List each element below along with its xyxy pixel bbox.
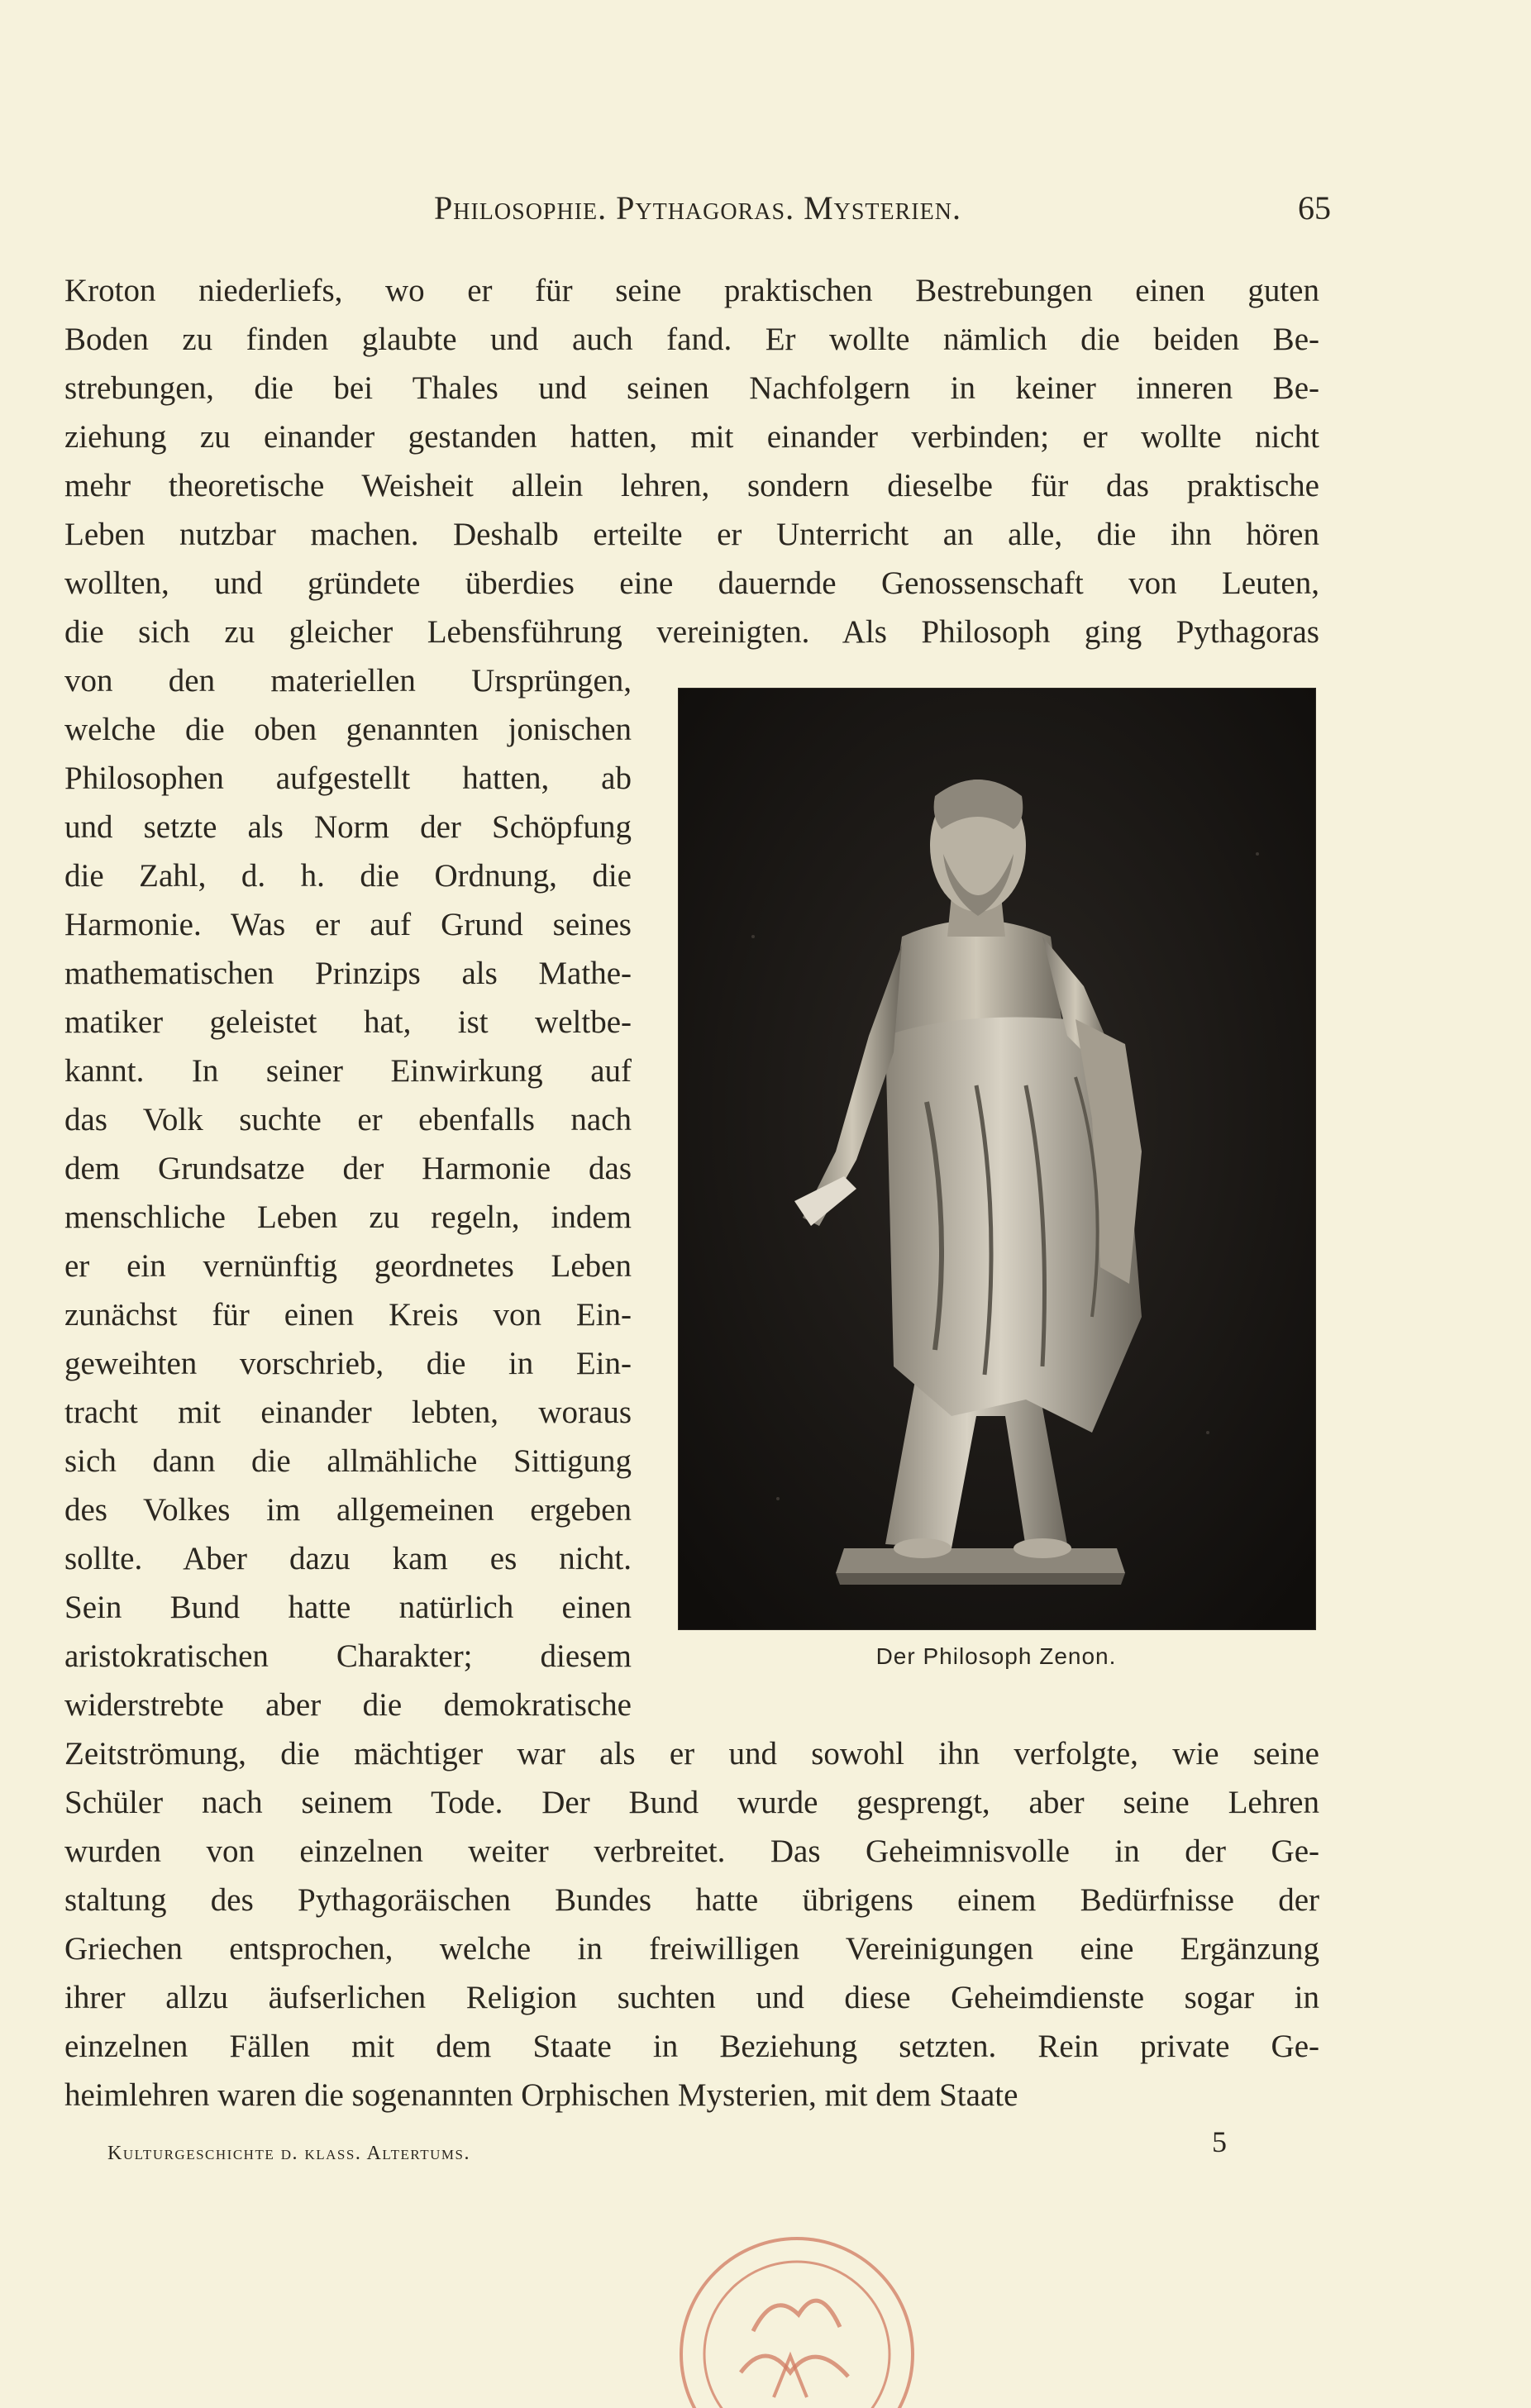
text-line: Boden zu finden glaubte und auch fand. Er wollte nämlich die beiden Be- <box>64 322 1319 357</box>
text-line: heimlehren waren die sogenannten Orphischen Mysterien, mit dem Staate <box>64 2077 1018 2113</box>
text-line: aristokratischen Charakter; diesem <box>64 1638 632 1674</box>
text-line: matiker geleistet hat, ist weltbe- <box>64 1004 632 1040</box>
text-line: geweihten vorschrieb, die in Ein- <box>64 1346 632 1381</box>
text-line: Zeitströmung, die mächtiger war als er und sowohl ihn verfolgte, wie seine <box>64 1736 1319 1771</box>
text-line: strebungen, die bei Thales und seinen Nachfolgern in keiner inneren Be- <box>64 370 1319 406</box>
statue-photograph <box>678 688 1316 1630</box>
library-stamp-icon <box>675 2232 919 2408</box>
text-line: die sich zu gleicher Lebensführung vereinigten. Als Philosoph ging Pythagoras <box>64 614 1319 650</box>
text-line: einzelnen Fällen mit dem Staate in Beziehung setzten. Rein private Ge- <box>64 2029 1319 2064</box>
text-line: des Volkes im allgemeinen ergeben <box>64 1492 632 1528</box>
text-line: die Zahl, d. h. die Ordnung, die <box>64 858 632 894</box>
text-line: welche die oben genannten jonischen <box>64 712 632 747</box>
text-line: tracht mit einander lebten, woraus <box>64 1395 632 1430</box>
text-line: Kroton niederliefs, wo er für seine praktischen Bestrebungen einen guten <box>64 273 1319 308</box>
text-line: Harmonie. Was er auf Grund seines <box>64 907 632 942</box>
text-line: das Volk suchte er ebenfalls nach <box>64 1102 632 1137</box>
text-line: mathematischen Prinzips als Mathe- <box>64 956 632 991</box>
text-line: widerstrebte aber die demokratische <box>64 1687 632 1723</box>
text-line: staltung des Pythagoräischen Bundes hatte übrigens einem Bedürfnisse der <box>64 1882 1319 1918</box>
text-line: er ein vernünftig geordnetes Leben <box>64 1248 632 1284</box>
text-line: kannt. In seiner Einwirkung auf <box>64 1053 632 1089</box>
text-line: mehr theoretische Weisheit allein lehren, sondern dieselbe für das praktische <box>64 468 1319 503</box>
statue-image <box>679 689 1315 1629</box>
text-line: zunächst für einen Kreis von Ein- <box>64 1297 632 1333</box>
page-number: 65 <box>1298 189 1331 226</box>
text-line: ziehung zu einander gestanden hatten, mit einander verbinden; er wollte nicht <box>64 419 1319 455</box>
text-line: wollten, und gründete überdies eine dauernde Genossenschaft von Leuten, <box>64 565 1319 601</box>
text-line: von den materiellen Ursprüngen, <box>64 663 632 699</box>
text-line: und setzte als Norm der Schöpfung <box>64 809 632 845</box>
text-line: Sein Bund hatte natürlich einen <box>64 1590 632 1625</box>
signature-mark: 5 <box>1212 2125 1227 2158</box>
text-line: wurden von einzelnen weiter verbreitet. Das Geheimnisvolle in der Ge- <box>64 1833 1319 1869</box>
text-line: sich dann die allmähliche Sittigung <box>64 1443 632 1479</box>
page-header <box>64 184 1331 233</box>
text-line: menschliche Leben zu regeln, indem <box>64 1199 632 1235</box>
text-line: sollte. Aber dazu kam es nicht. <box>64 1541 632 1576</box>
text-line: Schüler nach seinem Tode. Der Bund wurde gesprengt, aber seine Lehren <box>64 1785 1319 1820</box>
footer-book-title: Kulturgeschichte d. klass. Altertums. <box>107 2143 470 2164</box>
text-line: ihrer allzu äufserlichen Religion suchten und diese Geheimdienste sogar in <box>64 1980 1319 2015</box>
figure-caption: Der Philosoph Zenon. <box>875 1643 1117 1669</box>
running-head: Philosophie. Pythagoras. Mysterien. <box>434 189 961 226</box>
text-line: Griechen entsprochen, welche in freiwilligen Vereinigungen eine Ergänzung <box>64 1931 1319 1967</box>
text-line: Leben nutzbar machen. Deshalb erteilte er Unterricht an alle, die ihn hören <box>64 517 1319 552</box>
text-line: Philosophen aufgestellt hatten, ab <box>64 761 632 796</box>
text-line: dem Grundsatze der Harmonie das <box>64 1151 632 1186</box>
